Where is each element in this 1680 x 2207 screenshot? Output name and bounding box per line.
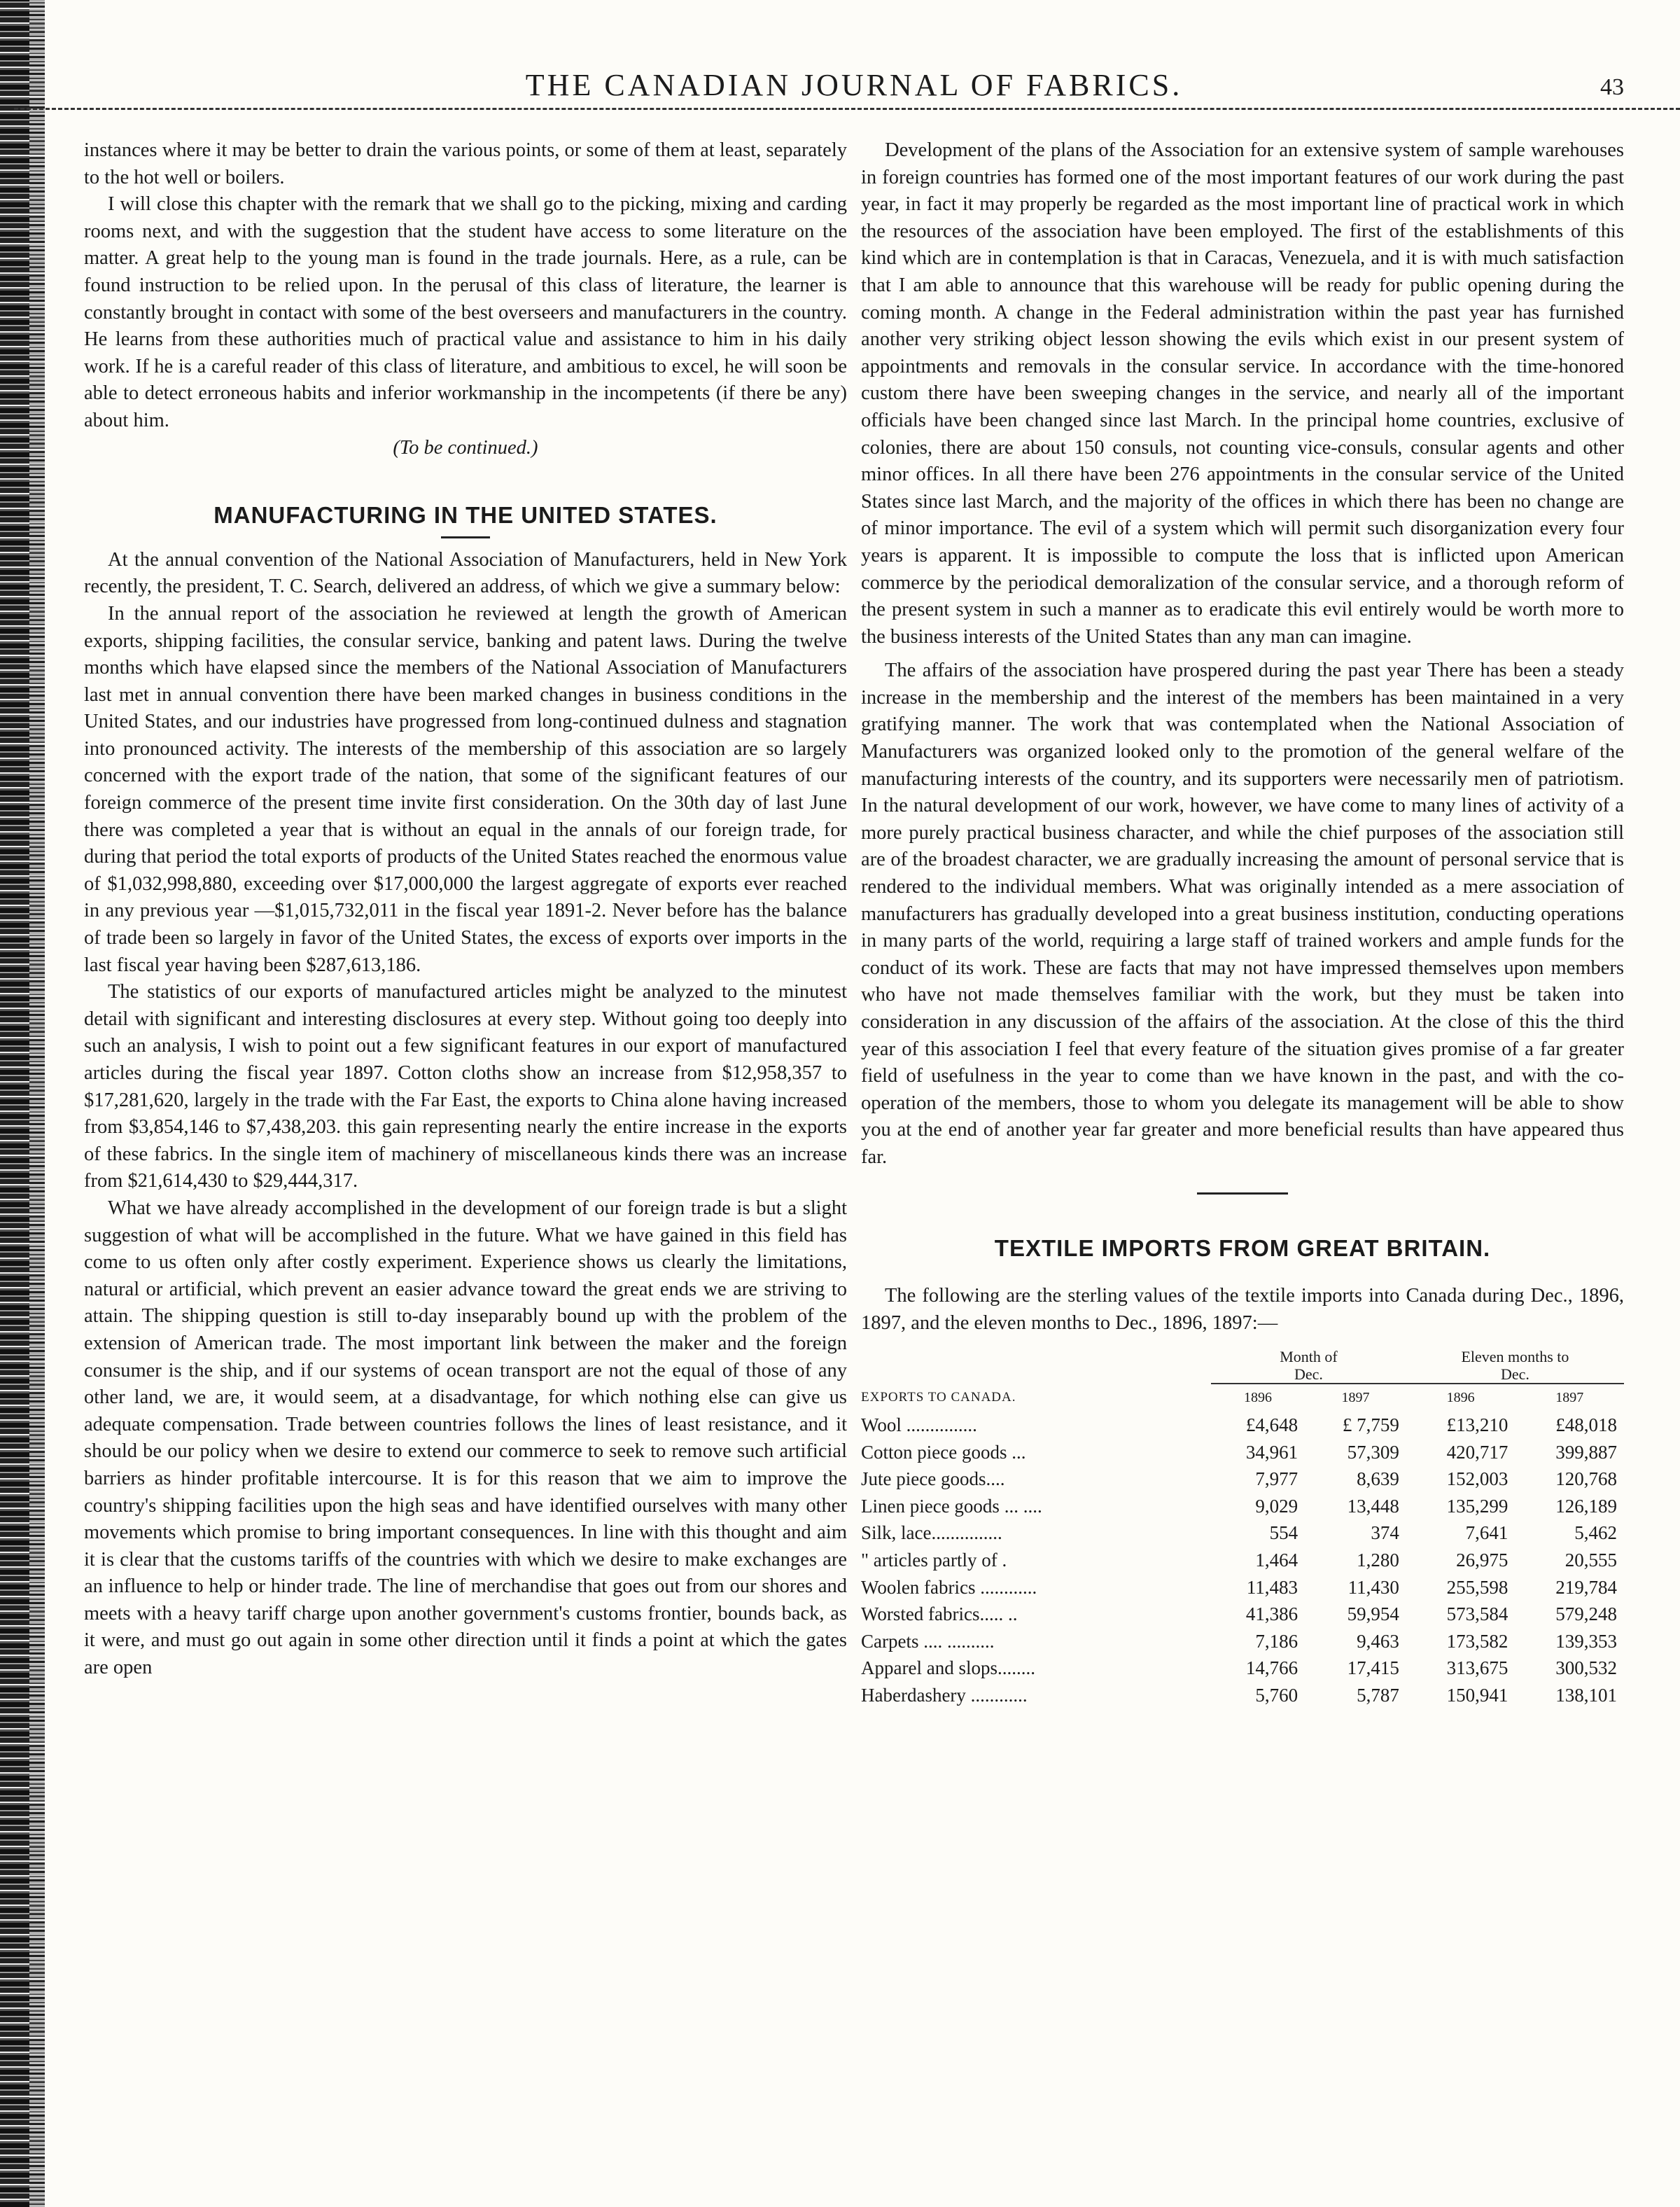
table-row xyxy=(861,1547,1624,1574)
article-paragraph: What we have already accomplished in the development of our foreign trade is but a slight suggestion of what will be accomplished in the future. What we have gained in this field has come to us often only after costly experiment. Experience shows us clearly the limitations, natural or artificial, which prevent an easier advance toward the great ends we are striving to attain. The shipping question is still to-day inseparably bound up with the problem of the extension of American trade. The most important link between the maker and the foreign consumer is the ship, and if our systems of ocean transport are not the equal of those of any other land, we are, it would seem, at a disadvantage, for which nothing else can give us adequate compensation. Trade between countries follows the lines of least resistance, and it should be our policy when we desire to extend our commerce to seek to remove such artificial barriers as hinder profitable intercourse. It is for this reason that we aim to improve the country's shipping facilities upon the high seas and have identified ourselves with many other movements which promise to bring important consequences. In line with this thought and aim it is clear that the customs tariffs of the countries with which we desire to make exchanges are an influence to help or hinder trade. The line of merchandise that goes out from our shores and meets with a heavy tariff charge upon another government's customs frontier, bounds back, as it were, and must go out again in some other direction until it finds a point at which the gates are open xyxy=(84,1197,847,1679)
import-value-cell: 150,941 xyxy=(1446,1684,1508,1706)
import-value-cell: 138,101 xyxy=(1555,1684,1617,1706)
import-value-cell: 9,463 xyxy=(1357,1630,1399,1652)
import-value-cell: 20,555 xyxy=(1564,1549,1617,1571)
import-value-cell: 14,766 xyxy=(1245,1657,1298,1679)
left-column xyxy=(84,137,847,1682)
group-header-month: Month of Dec. xyxy=(1280,1348,1338,1384)
import-value-cell: £ 7,759 xyxy=(1342,1414,1399,1435)
table-row xyxy=(861,1601,1624,1628)
continued-note: (To be continued.) xyxy=(393,436,538,459)
import-value-cell: 5,787 xyxy=(1357,1684,1399,1706)
import-value-cell: 579,248 xyxy=(1555,1603,1617,1625)
import-value-cell: 173,582 xyxy=(1446,1630,1508,1652)
import-value-cell: 11,430 xyxy=(1348,1576,1399,1598)
table-intro: The following are the sterling values of the textile imports into Canada during Dec., 1896, 1897, and the eleven months to Dec., 1896, 1897:— xyxy=(861,1285,1624,1334)
table-row xyxy=(861,1465,1624,1493)
year-header: 1896 xyxy=(1406,1384,1516,1412)
import-value-cell: 59,954 xyxy=(1347,1603,1399,1625)
table-row xyxy=(861,1493,1624,1520)
table-row xyxy=(861,1439,1624,1466)
import-value-cell: 57,309 xyxy=(1347,1441,1399,1463)
table-row xyxy=(861,1628,1624,1655)
table-row xyxy=(861,1655,1624,1682)
table-group-header-row xyxy=(861,1348,1624,1384)
import-value-cell: 573,584 xyxy=(1446,1603,1508,1625)
import-item-label: Wool ............... xyxy=(861,1414,977,1435)
article-paragraph: The affairs of the association have prospered during the past year There has been a steady increase in the membership and the interest of the members has been maintained in a very gratifying manner. The work that was contemplated when the National Association of Manufacturers was organized looked only to the promotion of the general welfare of the manufacturing interests of the country, and its supporters were necessarily men of patriotism. In the natural development of our work, however, we have come to many lines of activity of a more purely practical business character, and while the chief purposes of the association still are of the broadest character, we are gradually increasing the amount of personal service that is rendered to the individual members. What was originally intended as a mere association of manufacturers has gradually developed into a great business institution, conducting operations in many parts of the world, requiring a large staff of trained workers and ample funds for the conduct of its work. These are facts that may not have impressed themselves upon members who have not made themselves familiar with the work, but they must be taken into consideration in any discussion of the affairs of the association. At the close of this the third year of this association I feel that every feature of the situation gives promise of a far greater field of usefulness in the year to come than we have known in the past, and with the co-operation of the members, those to whom you delegate its management will be able to show you at the end of another year far greater and more beneficial results than have appeared thus far. xyxy=(861,660,1624,1168)
intro-paragraph: I will close this chapter with the remark that we shall go to the picking, mixing and carding rooms next, and with the suggestion that the student have access to some literature on the matter. A great help to the young man is found in the trade journals. Here, as a rule, can be found instruction to be relied upon. In the perusal of this class of literature, the learner is constantly brought in contact with some of the best overseers and manufacturers in the country. He learns from these authorities much of practical value and assistance to him in his daily work. If he is a careful reader of this class of literature, and ambitious to excel, he will soon be able to detect erroneous habits and inferior workmanship in the incompetents (if there be any) about him. xyxy=(84,193,847,431)
table-year-row xyxy=(861,1384,1624,1412)
import-value-cell: 5,760 xyxy=(1255,1684,1298,1706)
table-row xyxy=(861,1412,1624,1439)
import-value-cell: £48,018 xyxy=(1555,1414,1617,1435)
import-value-cell: 255,598 xyxy=(1446,1576,1508,1598)
table-row xyxy=(861,1574,1624,1601)
import-item-label: Jute piece goods.... xyxy=(861,1468,1005,1490)
import-value-cell: 139,353 xyxy=(1555,1630,1617,1652)
table-row xyxy=(861,1682,1624,1709)
table-heading: TEXTILE IMPORTS FROM GREAT BRITAIN. xyxy=(994,1234,1491,1261)
import-item-label: Cotton piece goods ... xyxy=(861,1441,1026,1463)
import-item-label: Apparel and slops........ xyxy=(861,1657,1035,1679)
import-item-label: Woolen fabrics ............ xyxy=(861,1576,1037,1598)
right-column xyxy=(861,137,1624,1708)
import-item-label: Linen piece goods ... .... xyxy=(861,1495,1042,1517)
import-value-cell: 11,483 xyxy=(1246,1576,1298,1598)
import-value-cell: 7,186 xyxy=(1255,1630,1298,1652)
import-value-cell: 135,299 xyxy=(1446,1495,1508,1517)
import-value-cell: 313,675 xyxy=(1446,1657,1508,1679)
year-header: 1897 xyxy=(1515,1384,1624,1412)
article-paragraph: The statistics of our exports of manufactured articles might be analyzed to the minutest detail with significant and interesting disclosures at every step. Without going too deeply into such an analysis, I wish to point out a few significant features in our export of manufactured articles during the fiscal year 1897. Cotton cloths show an increase from $12,958,357 to $17,281,620, largely in the trade with the Far East, the exports to China alone having increased from $3,854,146 to $7,438,203. this gain representing nearly the entire increase in the exports of these fabrics. In the single item of machinery of miscellaneous kinds there was an increase from $21,614,430 to $29,444,317. xyxy=(84,981,847,1192)
header-rule xyxy=(14,108,1680,110)
heading-rule xyxy=(441,536,490,538)
article-heading: MANUFACTURING IN THE UNITED STATES. xyxy=(214,502,718,529)
import-value-cell: 420,717 xyxy=(1446,1441,1508,1463)
import-value-cell: £13,210 xyxy=(1446,1414,1508,1435)
import-value-cell: 374 xyxy=(1371,1522,1399,1544)
article-paragraph: Development of the plans of the Association for an extensive system of sample warehouses in foreign countries has formed one of the most important features of our work during the past year, in fact it may properly be regarded as the most important line of practical work in which the resources of the association have been employed. The first of the establishments of this kind which are in contemplation is that in Caracas, Venezuela, and it is with much satisfaction that I am able to announce that this warehouse will be ready for public opening during the coming month. A change in the Federal administration within the past year has furnished another very striking object lesson showing the evils which exist in our present system of appointments and removals in the consular service. In accordance with the time-honored custom there have been sweeping changes in the service, and nearly all of the important officials have been changed since last March. In the principal home countries, exclusive of colonies, there are about 150 consuls, not counting vice-consuls, consular agents and other minor offices. In all there have been 276 appointments in the consular service of the United States since last March, and the majority of the offices in which there has been no change are of minor importance. The evil of a system which will permit such disorganization every four years is apparent. It is impossible to compute the loss that is inflicted upon American commerce by the periodical demoralization of the consular service, and a thorough reform of the present system in such a manner as to eradicate this evil entirely would be worth more to the business interests of the United States than any man can imagine. xyxy=(861,139,1624,648)
import-value-cell: 126,189 xyxy=(1555,1495,1617,1517)
import-value-cell: 7,641 xyxy=(1465,1522,1508,1544)
journal-title: THE CANADIAN JOURNAL OF FABRICS. xyxy=(525,68,1183,102)
import-value-cell: 1,464 xyxy=(1255,1549,1298,1571)
import-value-cell: 120,768 xyxy=(1555,1468,1617,1490)
page-number: 43 xyxy=(1600,74,1624,100)
import-value-cell: 1,280 xyxy=(1357,1549,1399,1571)
import-value-cell: 17,415 xyxy=(1347,1657,1399,1679)
import-item-label: Worsted fabrics..... .. xyxy=(861,1603,1018,1625)
year-header: 1897 xyxy=(1305,1384,1406,1412)
group-header-eleven-months: Eleven months to Dec. xyxy=(1461,1348,1569,1384)
import-value-cell: 219,784 xyxy=(1555,1576,1617,1598)
import-value-cell: 8,639 xyxy=(1357,1468,1399,1490)
import-value-cell: 554 xyxy=(1269,1522,1298,1544)
article-paragraph: In the annual report of the association he reviewed at length the growth of American exports, shipping facilities, the consular service, banking and patent laws. During the twelve months which have elapsed since the members of the National Association of Manufacturers last met in annual convention there have been marked changes in business conditions in the United States, and our industries have progressed from long-continued dulness and stagnation into pronounced activity. The interests of the membership of this association are so largely concerned with the export trade of the nation, that some of the significant features of our foreign commerce of the present time invite first consideration. On the 30th day of last June there was completed a year that is without an equal in the annals of our foreign trade, for during that period the total exports of products of the United States reached the enormous value of $1,032,998,880, exceeding over $17,000,000 the largest aggregate of exports ever reached in any previous year —$1,015,732,011 in the fiscal year 1891-2. Never before has the balance of trade been so largely in favor of the United States, the excess of exports over imports in the last fiscal year having been $287,613,186. xyxy=(84,602,847,976)
import-value-cell: 300,532 xyxy=(1555,1657,1617,1679)
row-header-label: EXPORTS TO CANADA. xyxy=(861,1389,1016,1405)
book-binding-edge xyxy=(0,0,45,2207)
import-value-cell: 5,462 xyxy=(1574,1522,1617,1544)
import-item-label: Silk, lace............... xyxy=(861,1522,1002,1544)
import-value-cell: 7,977 xyxy=(1255,1468,1298,1490)
import-item-label: " articles partly of . xyxy=(861,1549,1007,1571)
imports-table xyxy=(861,1348,1624,1708)
year-header: 1896 xyxy=(1211,1384,1305,1412)
import-value-cell: 152,003 xyxy=(1446,1468,1508,1490)
import-value-cell: 34,961 xyxy=(1245,1441,1298,1463)
import-item-label: Haberdashery ............ xyxy=(861,1684,1028,1706)
article-paragraph: At the annual convention of the National Association of Manufacturers, held in New York recently, the president, T. C. Search, delivered an address, of which we give a summary below: xyxy=(84,548,847,598)
import-value-cell: 9,029 xyxy=(1255,1495,1298,1517)
page-header xyxy=(84,67,1624,109)
import-value-cell: 41,386 xyxy=(1245,1603,1298,1625)
import-value-cell: 399,887 xyxy=(1555,1441,1617,1463)
table-row xyxy=(861,1519,1624,1547)
import-item-label: Carpets .... .......... xyxy=(861,1630,995,1652)
import-value-cell: 13,448 xyxy=(1347,1495,1399,1517)
intro-paragraph: instances where it may be better to drain the various points, or some of them at least, separately to the hot well or boilers. xyxy=(84,139,847,188)
import-value-cell: 26,975 xyxy=(1456,1549,1508,1571)
import-value-cell: £4,648 xyxy=(1245,1414,1298,1435)
